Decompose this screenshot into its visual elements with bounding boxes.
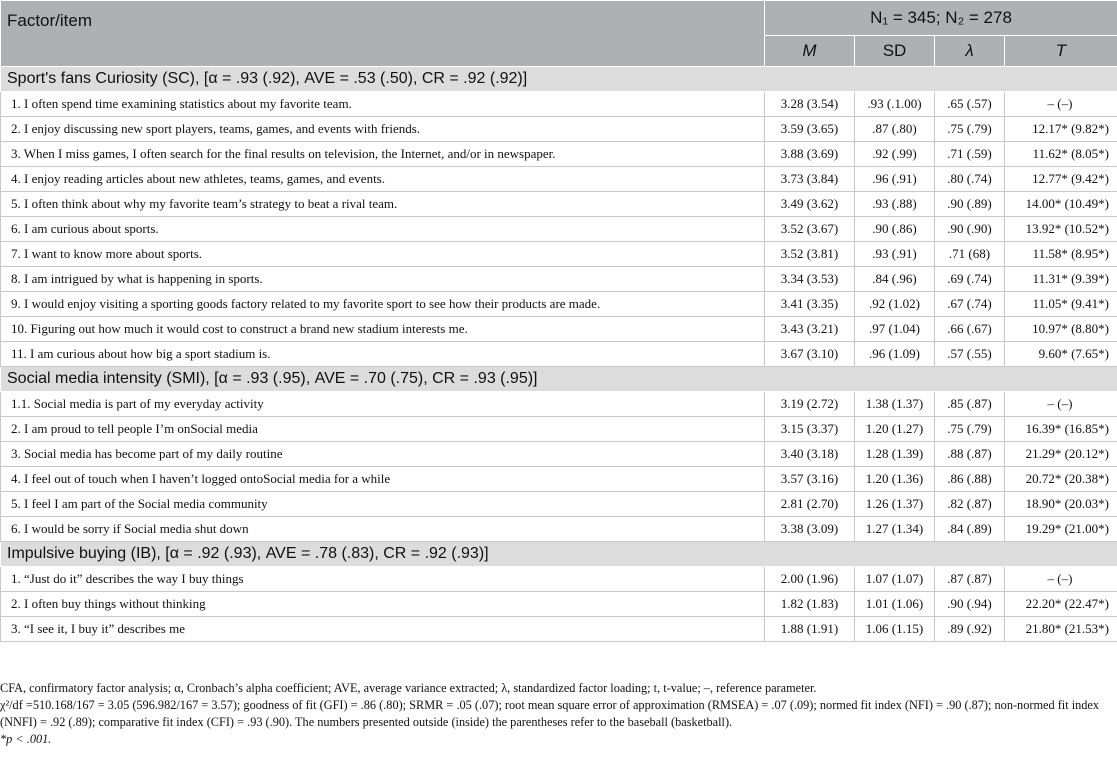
t-value-cell: 11.62* (8.05*) (1005, 142, 1117, 167)
t-value-cell: 11.58* (8.95*) (1005, 242, 1117, 267)
section-title: Social media intensity (SMI), [α = .93 (.95), AVE = .70 (.75), CR = .93 (.95)] (1, 367, 1117, 392)
table-row (1, 292, 1117, 317)
lambda-cell: .57 (.55) (935, 342, 1005, 367)
t-value-cell: 13.92* (10.52*) (1005, 217, 1117, 242)
sd-cell: .90 (.86) (855, 217, 935, 242)
table-row (1, 617, 1117, 642)
table-row (1, 492, 1117, 517)
sd-cell: .96 (1.09) (855, 342, 935, 367)
table-row (1, 567, 1117, 592)
sd-cell: 1.28 (1.39) (855, 442, 935, 467)
sd-cell: .92 (1.02) (855, 292, 935, 317)
lambda-cell: .90 (.90) (935, 217, 1005, 242)
footnote-fit-indices: χ²/df =510.168/167 = 3.05 (596.982/167 = 3.57); goodness of fit (GFI) = .86 (.80); SRMR = .05 (.07); root mean square error of approximation (RMSEA) = .07 (.09); normed fit index (NFI) = .90 (.87); non-normed fit index (NNFI) = .92 (.89); comparative fit index (CFI) = .93 (.90). The numbers presented outside (inside) the parentheses refer to the baseball (basketball). (0, 698, 1100, 729)
mean-cell: 3.52 (3.81) (765, 242, 855, 267)
table-row (1, 317, 1117, 342)
mean-cell: 3.43 (3.21) (765, 317, 855, 342)
lambda-cell: .75 (.79) (935, 117, 1005, 142)
item-text: 6. I am curious about sports. (1, 217, 765, 242)
mean-cell: 3.49 (3.62) (765, 192, 855, 217)
mean-cell: 3.34 (3.53) (765, 267, 855, 292)
lambda-cell: .80 (.74) (935, 167, 1005, 192)
sd-cell: 1.20 (1.27) (855, 417, 935, 442)
t-value-cell: 10.97* (8.80*) (1005, 317, 1117, 342)
mean-cell: 3.67 (3.10) (765, 342, 855, 367)
t-value-cell: 21.29* (20.12*) (1005, 442, 1117, 467)
mean-cell: 3.38 (3.09) (765, 517, 855, 542)
t-value-cell: 12.77* (9.42*) (1005, 167, 1117, 192)
item-text: 1. “Just do it” describes the way I buy things (1, 567, 765, 592)
table-row (1, 392, 1117, 417)
table-footnotes (0, 680, 1110, 748)
lambda-cell: .89 (.92) (935, 617, 1005, 642)
lambda-cell: .65 (.57) (935, 92, 1005, 117)
mean-cell: 1.88 (1.91) (765, 617, 855, 642)
mean-cell: 3.41 (3.35) (765, 292, 855, 317)
t-value-cell: 12.17* (9.82*) (1005, 117, 1117, 142)
table-row (1, 242, 1117, 267)
sd-cell: 1.27 (1.34) (855, 517, 935, 542)
sd-cell: 1.07 (1.07) (855, 567, 935, 592)
mean-cell: 3.59 (3.65) (765, 117, 855, 142)
section-header-row (1, 67, 1117, 92)
table-row (1, 417, 1117, 442)
item-text: 2. I am proud to tell people I’m onSocial media (1, 417, 765, 442)
lambda-cell: .71 (.59) (935, 142, 1005, 167)
sd-cell: .93 (.88) (855, 192, 935, 217)
table-row (1, 517, 1117, 542)
item-text: 3. When I miss games, I often search for the final results on television, the Internet, and/or in newspaper. (1, 142, 765, 167)
table-row (1, 267, 1117, 292)
sd-cell: .92 (.99) (855, 142, 935, 167)
section-header-row (1, 542, 1117, 567)
t-value-cell: 9.60* (7.65*) (1005, 342, 1117, 367)
sd-cell: .97 (1.04) (855, 317, 935, 342)
t-value-cell: 14.00* (10.49*) (1005, 192, 1117, 217)
footnote-abbreviations: CFA, confirmatory factor analysis; α, Cronbach’s alpha coefficient; AVE, average variance extracted; λ, standardized factor loading; t, t-value; –, reference parameter. (0, 681, 817, 695)
item-text: 8. I am intrigued by what is happening in sports. (1, 267, 765, 292)
lambda-cell: .86 (.88) (935, 467, 1005, 492)
table-body (1, 67, 1117, 642)
table-row (1, 592, 1117, 617)
header-mean: M (765, 36, 855, 67)
lambda-cell: .88 (.87) (935, 442, 1005, 467)
mean-cell: 1.82 (1.83) (765, 592, 855, 617)
table-row (1, 142, 1117, 167)
section-title: Impulsive buying (IB), [α = .92 (.93), AVE = .78 (.83), CR = .92 (.93)] (1, 542, 1117, 567)
mean-cell: 2.81 (2.70) (765, 492, 855, 517)
item-text: 2. I often buy things without thinking (1, 592, 765, 617)
t-value-cell: 21.80* (21.53*) (1005, 617, 1117, 642)
mean-cell: 3.15 (3.37) (765, 417, 855, 442)
sd-cell: 1.20 (1.36) (855, 467, 935, 492)
section-header-row (1, 367, 1117, 392)
item-text: 11. I am curious about how big a sport stadium is. (1, 342, 765, 367)
header-sd: SD (855, 36, 935, 67)
lambda-cell: .84 (.89) (935, 517, 1005, 542)
mean-cell: 3.19 (2.72) (765, 392, 855, 417)
mean-cell: 2.00 (1.96) (765, 567, 855, 592)
item-text: 5. I feel I am part of the Social media community (1, 492, 765, 517)
mean-cell: 3.28 (3.54) (765, 92, 855, 117)
lambda-cell: .90 (.94) (935, 592, 1005, 617)
lambda-cell: .67 (.74) (935, 292, 1005, 317)
header-t-value: T (1005, 36, 1117, 67)
sd-cell: .84 (.96) (855, 267, 935, 292)
table-row (1, 467, 1117, 492)
item-text: 3. “I see it, I buy it” describes me (1, 617, 765, 642)
table-row (1, 92, 1117, 117)
sd-cell: 1.01 (1.06) (855, 592, 935, 617)
table-row (1, 192, 1117, 217)
t-value-cell: 16.39* (16.85*) (1005, 417, 1117, 442)
table-row (1, 217, 1117, 242)
t-value-cell: 19.29* (21.00*) (1005, 517, 1117, 542)
table-row (1, 342, 1117, 367)
header-sample-sizes: N₁ = 345; N₂ = 278 (765, 1, 1117, 36)
mean-cell: 3.52 (3.67) (765, 217, 855, 242)
t-value-cell: – (–) (1005, 567, 1117, 592)
item-text: 2. I enjoy discussing new sport players, teams, games, and events with friends. (1, 117, 765, 142)
lambda-cell: .85 (.87) (935, 392, 1005, 417)
sd-cell: 1.06 (1.15) (855, 617, 935, 642)
item-text: 5. I often think about why my favorite team’s strategy to beat a rival team. (1, 192, 765, 217)
t-value-cell: 22.20* (22.47*) (1005, 592, 1117, 617)
lambda-cell: .90 (.89) (935, 192, 1005, 217)
sd-cell: .96 (.91) (855, 167, 935, 192)
lambda-cell: .69 (.74) (935, 267, 1005, 292)
mean-cell: 3.73 (3.84) (765, 167, 855, 192)
item-text: 7. I want to know more about sports. (1, 242, 765, 267)
item-text: 1.1. Social media is part of my everyday activity (1, 392, 765, 417)
sd-cell: .93 (.91) (855, 242, 935, 267)
t-value-cell: 18.90* (20.03*) (1005, 492, 1117, 517)
header-lambda: λ (935, 36, 1005, 67)
sd-cell: 1.26 (1.37) (855, 492, 935, 517)
table-row (1, 117, 1117, 142)
sd-cell: .93 (.1.00) (855, 92, 935, 117)
t-value-cell: 20.72* (20.38*) (1005, 467, 1117, 492)
item-text: 4. I enjoy reading articles about new athletes, teams, games, and events. (1, 167, 765, 192)
item-text: 3. Social media has become part of my daily routine (1, 442, 765, 467)
lambda-cell: .87 (.87) (935, 567, 1005, 592)
mean-cell: 3.40 (3.18) (765, 442, 855, 467)
sd-cell: .87 (.80) (855, 117, 935, 142)
footnote-significance: *p < .001. (0, 732, 52, 746)
section-title: Sport's fans Curiosity (SC), [α = .93 (.92), AVE = .53 (.50), CR = .92 (.92)] (1, 67, 1117, 92)
t-value-cell: – (–) (1005, 392, 1117, 417)
lambda-cell: .75 (.79) (935, 417, 1005, 442)
table-row (1, 442, 1117, 467)
item-text: 9. I would enjoy visiting a sporting goods factory related to my favorite sport to see how their products are made. (1, 292, 765, 317)
mean-cell: 3.57 (3.16) (765, 467, 855, 492)
t-value-cell: 11.31* (9.39*) (1005, 267, 1117, 292)
item-text: 6. I would be sorry if Social media shut down (1, 517, 765, 542)
lambda-cell: .66 (.67) (935, 317, 1005, 342)
item-text: 10. Figuring out how much it would cost to construct a brand new stadium interests me. (1, 317, 765, 342)
table-row (1, 167, 1117, 192)
table-header (1, 1, 1117, 67)
lambda-cell: .71 (68) (935, 242, 1005, 267)
lambda-cell: .82 (.87) (935, 492, 1005, 517)
mean-cell: 3.88 (3.69) (765, 142, 855, 167)
item-text: 1. I often spend time examining statistics about my favorite team. (1, 92, 765, 117)
item-text: 4. I feel out of touch when I haven’t logged ontoSocial media for a while (1, 467, 765, 492)
t-value-cell: – (–) (1005, 92, 1117, 117)
t-value-cell: 11.05* (9.41*) (1005, 292, 1117, 317)
sd-cell: 1.38 (1.37) (855, 392, 935, 417)
header-factor-item: Factor/item (1, 1, 765, 67)
